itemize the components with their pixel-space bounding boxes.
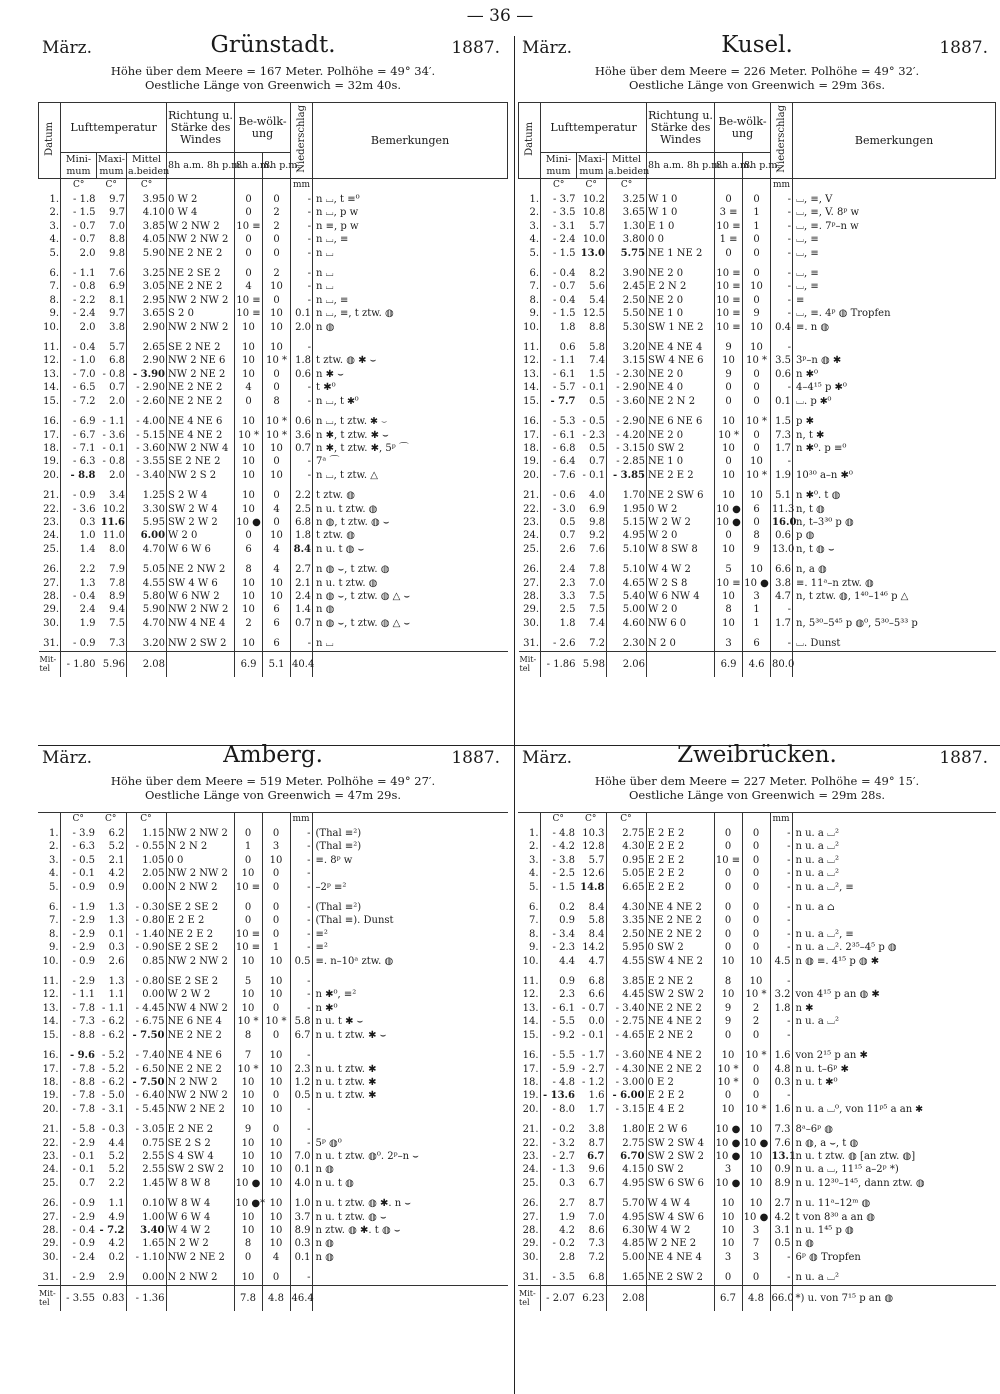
altitude-line: Höhe über dem Meere = 167 Meter. Polhöhe = 49° 34′. [110,64,436,78]
table-row: 13. - 7.0 - 0.8 - 3.90 NW 2 NE 2 10 0 0.6 n ✱ ⌣ [39,368,508,381]
table-row: 4. - 0.1 4.2 2.05 NW 2 NW 2 10 0 - [38,867,508,880]
table-row: 8. - 3.4 8.4 2.50 NE 2 NE 2 0 0 - n u. a ⌴², ≡ [518,928,996,941]
table-row: 24. - 1.3 9.6 4.15 0 SW 2 3 10 0.9 n u. a ⌴, 11¹⁵ a–2ᵖ *) [518,1163,996,1176]
altitude-line: Höhe über dem Meere = 226 Meter. Polhöhe = 49° 32′. [594,64,920,78]
table-row: 5. - 1.5 13.0 5.75 NE 1 NE 2 0 0 - ⌴, ≡ [519,247,996,260]
longitude-line: Oestliche Länge von Greenwich = 29m 28s. [628,788,886,802]
datum-header: Datum [39,103,61,179]
table-row: 21. - 0.6 4.0 1.70 NE 2 SW 6 10 10 5.1 n ✱⁰. t ◍ [519,489,996,502]
table-row: 13. - 6.1 1.5 - 2.30 NE 2 0 9 0 0.6 n ✱⁰ [519,368,996,381]
min-header: Mini-mum [541,153,577,179]
mittel-header: Mittel a.beiden [128,153,170,177]
station-zweibruecken [518,742,996,1311]
table-row: 25. 0.3 6.7 4.95 SW 6 SW 6 10 ● 10 8.9 n u. 12³⁰–1⁴⁵, dann ztw. ◍ [518,1177,996,1190]
table-row: 22. - 3.0 6.9 1.95 0 W 2 10 ● 6 11.3 n, t ◍ [519,503,996,516]
table-row: 30. 1.9 7.5 4.70 NW 4 NE 4 2 6 0.7 n ◍ ⌣, t ztw. ◍ △ ⌣ [39,617,508,630]
table-row: 27. 1.3 7.8 4.55 SW 4 W 6 10 10 2.1 n u. t ztw. ◍ [39,577,508,590]
table-row: 6. - 1.1 7.6 3.25 NE 2 SE 2 0 2 - n ⌴ [39,267,508,280]
niederschlag-header: Niederschlag [771,103,793,179]
table-row: 8. - 0.4 5.4 2.50 NE 2 0 10 ≡ 0 - ≡ [519,294,996,307]
cloud-pm-header: 8h p.m. [743,153,771,179]
table-row: 1. - 3.7 10.2 3.25 W 1 0 0 0 - ⌴, ≡, V [519,193,996,206]
table-row: 4. - 2.5 12.6 5.05 E 2 E 2 0 0 - n u. a ⌴² [518,867,996,880]
table-row: 17. - 6.1 - 2.3 - 4.20 NE 2 0 10 * 0 7.3 n, t ✱ [519,429,996,442]
table-row: 19. - 6.4 0.7 - 2.85 NE 1 0 0 10 - [519,455,996,468]
table-row: 24. 1.0 11.0 6.00 W 2 0 0 10 1.8 t ztw. ◍ [39,529,508,542]
table-row: 21. - 0.2 3.8 1.80 E 2 W 6 10 ● 10 7.3 8ᵃ–6ᵖ ◍ [518,1123,996,1136]
longitude-line: Oestliche Länge von Greenwich = 29m 36s. [628,78,886,92]
weather-table: Datum Lufttemperatur Richtung u. Stärke des Windes Be-wölk-ung Niederschlag Bemerkungen Mini-mum Maxi-mum Mittel a.beiden 8h a.m. 8h p.m. 8h a.m. 8h p.m. C° C° C° mm 1. - 3.7 10.2 3.25 W 1 0 0 0 - ⌴, ≡, V 2. - 3.5 10.8 3.65 W 1 0 3 ≡ 1 - ⌴, ≡, V. 8ᵖ ᴡ 3. - 3.1 5.7 1.30 E 1 0 10 ≡ 1 - ⌴, ≡. 7ᵖ–n ᴡ 4. - 2.4 10.0 3.80 0 0 1 ≡ 0 - ⌴, ≡ 5. - 1.5 13.0 5.75 NE 1 NE 2 0 0 - ⌴, ≡ 6. - 0.4 8.2 3.90 NE 2 0 10 ≡ 0 - ⌴, ≡ 7. - 0.7 5.6 2.45 E 2 N 2 10 ≡ 10 - ⌴, ≡ 8. - 0.4 5.4 2.50 NE 2 0 10 ≡ 0 - ≡ 9. - 1.5 12.5 5.50 NE 1 0 10 ≡ 9 - ⌴, ≡. 4ᵖ ◍ Tropfen 10. 1.8 8.8 5.30 SW 1 NE 2 10 ≡ 10 0.4 ≡. n ◍ 11. 0.6 5.8 3.20 NE 4 NE 4 9 10 - 12. - 1.1 7.4 3.15 SW 4 NE 6 10 10 * 3.5 3ᵖ–n ◍ ✱ 13. - 6.1 1.5 - 2.30 NE 2 0 9 0 0.6 n ✱⁰ 14. - 5.7 - 0.1 - 2.90 NE 4 0 0 0 - 4–4¹⁵ p ✱⁰ 15. - 7.7 0.5 - 3.60 NE 2 N 2 0 0 0.1 ⌴. p ✱⁰ 16. - 5.3 - 0.5 - 2.90 NE 6 NE 6 10 10 * 1.5 p ✱ 17. - 6.1 - 2.3 - 4.20 NE 2 0 10 * 0 7.3 n, t ✱ 18. - 6.8 0.5 - 3.15 0 SW 2 10 0 1.7 n ✱⁰. p ≡⁰ 19. - 6.4 0.7 - 2.85 NE 1 0 0 10 - 20. - 7.6 - 0.1 - 3.85 NE 2 E 2 10 10 * 1.9 10³⁰ a–n ✱⁰ 21. - 0.6 4.0 1.70 NE 2 SW 6 10 10 5.1 n ✱⁰. t ◍ 22. - 3.0 6.9 1.95 0 W 2 10 ● 6 11.3 n, t ◍ 23. 0.5 9.8 5.15 W 2 W 2 10 ● 0 16.0 n, t–3³⁰ p ◍ 24. 0.7 9.2 4.95 W 2 0 0 8 0.6 p ◍ 25. 2.6 7.6 5.10 W 8 SW 8 10 9 13.0 n, t ◍ ⌣ 26. 2.4 7.8 5.10 W 4 W 2 5 10 6.6 n, a ◍ 27. 2.3 7.0 4.65 W 2 S 8 10 ≡ 10 ● 3.8 ≡. 11ᵃ–n ztw. ◍ 28. 3.3 7.5 5.40 W 6 NW 4 10 3 4.7 n, t ztw. ◍, 1⁴⁰–1⁴⁶ p △ 29. 2.5 7.5 5.00 W 2 0 8 1 - 30. 1.8 7.4 4.60 NW 6 0 10 1 1.7 n, 5³⁰–5⁴⁵ p ◍⁰, 5³⁰–5³³ p 31. - 2.6 7.2 2.30 N 2 0 3 6 - ⌴. Dunst Mit-tel - 1.86 5.98 2.06 6.9 4.6 80.0 [518,102,996,677]
table-row: 16. - 9.6 - 5.2 - 7.40 NE 4 NE 6 7 10 - [38,1049,508,1062]
table-row: 15. - 9.2 - 0.1 - 4.65 E 2 NE 2 0 0 - [518,1029,996,1042]
altitude-line: Höhe über dem Meere = 519 Meter. Polhöhe = 49° 27′. [110,774,436,788]
station-name: Kusel. [721,32,793,58]
table-row: 13. - 6.1 - 0.7 - 3.40 NE 2 NE 2 9 2 1.8 n ✱ [518,1002,996,1015]
table-row: 7. - 0.7 5.6 2.45 E 2 N 2 10 ≡ 10 - ⌴, ≡ [519,280,996,293]
table-row: 10. - 0.9 2.6 0.85 NW 2 NW 2 10 10 0.5 ≡. n–10ᵃ ztw. ◍ [38,955,508,968]
longitude-line: Oestliche Länge von Greenwich = 47m 29s. [144,788,402,802]
table-row: 19. - 13.6 1.6 - 6.00 E 2 E 2 0 0 - [518,1089,996,1102]
table-row: 11. 0.9 6.8 3.85 E 2 NE 2 8 10 - [518,975,996,988]
bemerkungen-header: Bemerkungen [313,103,508,179]
table-row: 20. - 7.6 - 0.1 - 3.85 NE 2 E 2 10 10 * 1.9 10³⁰ a–n ✱⁰ [519,469,996,482]
table-row: 11. 0.6 5.8 3.20 NE 4 NE 4 9 10 - [519,341,996,354]
unit-mm: mm [771,179,793,194]
mean-row: Mit-tel - 2.07 6.23 2.08 6.7 4.8 66.0 *) u. von 7¹⁵ p an ◍ [518,1285,996,1311]
table-row: 2. - 3.5 10.8 3.65 W 1 0 3 ≡ 1 - ⌴, ≡, V. 8ᵖ ᴡ [519,206,996,219]
table-row: 9. - 1.5 12.5 5.50 NE 1 0 10 ≡ 9 - ⌴, ≡. 4ᵖ ◍ Tropfen [519,307,996,320]
table-row: 18. - 4.8 - 1.2 - 3.00 0 E 2 10 * 0 0.3 n u. t ✱⁰ [518,1076,996,1089]
table-row: 20. - 8.0 1.7 - 3.15 E 4 E 2 10 10 * 1.6 n u. a ⌴⁰, von 11ᵖ⁵ a an ✱ [518,1103,996,1116]
table-row: 19. - 7.8 - 5.0 - 6.40 NW 2 NW 2 10 0 0.5 n u. t ztw. ✱ [38,1089,508,1102]
year-label: 1887. [939,748,988,768]
lufttemperatur-header: Lufttemperatur [61,103,167,153]
table-row: 15. - 8.8 - 6.2 - 7.50 NE 2 NE 2 8 0 6.7 n u. t ztw. ✱ ⌣ [38,1029,508,1042]
table-row: 5. - 0.9 0.9 0.00 N 2 NW 2 10 ≡ 0 - –2ᵖ ≡² [38,881,508,894]
month-label: März. [42,38,93,58]
cloud-am-header: 8h a.m. [715,153,743,179]
table-row: 31. - 0.9 7.3 3.20 NW 2 SW 2 10 6 - n ⌴ [39,637,508,651]
table-row: 23. 0.3 11.6 5.95 SW 2 W 2 10 ● 0 6.8 n ◍, t ztw. ◍ ⌣ [39,516,508,529]
mean-row: Mit-tel - 1.86 5.98 2.06 6.9 4.6 80.0 [519,651,996,677]
table-row: 2. - 1.5 9.7 4.10 0 W 4 0 2 - n ⌴, p ᴡ [39,206,508,219]
table-row: 21. - 0.9 3.4 1.25 S 2 W 4 10 0 2.2 t ztw. ◍ [39,489,508,502]
table-row: 29. - 0.9 4.2 1.65 N 2 W 2 8 10 0.3 n ◍ [38,1237,508,1250]
table-row: 16. - 5.5 - 1.7 - 3.60 NE 4 NE 2 10 10 * 1.6 von 2¹⁵ p an ✱ [518,1049,996,1062]
table-row: 18. - 6.8 0.5 - 3.15 0 SW 2 10 0 1.7 n ✱⁰. p ≡⁰ [519,442,996,455]
table-row: 31. - 3.5 6.8 1.65 NE 2 SW 2 0 0 - n u. a ⌴² [518,1271,996,1285]
year-label: 1887. [451,38,500,58]
table-row: 25. 0.7 2.2 1.45 W 8 W 8 10 ● 10 4.0 n u. t ◍ [38,1177,508,1190]
unit-mm: mm [770,813,792,828]
table-row: 25. 2.6 7.6 5.10 W 8 SW 8 10 9 13.0 n, t ◍ ⌣ [519,543,996,556]
table-row: 9. - 2.4 9.7 3.65 S 2 0 10 ≡ 10 0.1 n ⌴, ≡, t ztw. ◍ [39,307,508,320]
table-row: 23. - 2.7 6.7 6.70 SW 2 SW 2 10 ● 10 13.1 n u. t ztw. ◍ [an ztw. ◍] [518,1150,996,1163]
page-number: — 36 — [466,6,534,26]
station-header [38,742,508,812]
table-row: 12. - 1.0 6.8 2.90 NW 2 NE 6 10 10 * 1.8 t ztw. ◍ ✱ ⌣ [39,354,508,367]
table-row: 29. 2.4 9.4 5.90 NW 2 NW 2 10 6 1.4 n ◍ [39,603,508,616]
table-row: 30. 1.8 7.4 4.60 NW 6 0 10 1 1.7 n, 5³⁰–5⁴⁵ p ◍⁰, 5³⁰–5³³ p [519,617,996,630]
unit-mm: mm [290,813,312,828]
station-name: Amberg. [223,742,323,768]
table-row: 6. 0.2 8.4 4.30 NE 4 NE 2 0 0 - n u. a ⌂ [518,901,996,914]
unit-c: C° [73,180,85,191]
table-row: 13. - 7.8 - 1.1 - 4.45 NW 4 NW 2 10 0 - n ✱⁰ [38,1002,508,1015]
station-header [518,742,996,812]
table-row: 10. 2.0 3.8 2.90 NW 2 NW 2 10 10 2.0 n ◍ [39,321,508,334]
station-header [518,32,996,102]
wind-am-pm-header: 8h a.m. 8h p.m. [647,153,715,179]
table-row: 11. - 0.4 5.7 2.65 SE 2 NE 2 10 10 - [39,341,508,354]
table-row: 5. 2.0 9.8 5.90 NE 2 NE 2 0 0 - n ⌴ [39,247,508,260]
station-gruenstadt [38,32,508,677]
station-kusel [518,32,996,677]
min-header: Mini-mum [61,153,97,179]
table-row: 14. - 5.7 - 0.1 - 2.90 NE 4 0 0 0 - 4–4¹⁵ p ✱⁰ [519,381,996,394]
cloud-am-header: 8h a.m. [235,153,263,179]
table-row: 7. - 0.8 6.9 3.05 NE 2 NE 2 4 10 - n ⌴ [39,280,508,293]
unit-mm: mm [291,179,313,194]
table-row: 14. - 6.5 0.7 - 2.90 NE 2 NE 2 4 0 - t ✱⁰ [39,381,508,394]
table-row: 20. - 8.8 2.0 - 3.40 NW 2 S 2 10 10 - n ⌴, t ztw. △ [39,469,508,482]
table-row: 18. - 8.8 - 6.2 - 7.50 N 2 NW 2 10 10 1.2 n u. t ztw. ✱ [38,1076,508,1089]
table-row: 23. 0.5 9.8 5.15 W 2 W 2 10 ● 0 16.0 n, t–3³⁰ p ◍ [519,516,996,529]
table-row: 18. - 7.1 - 0.1 - 3.60 NW 2 NW 4 10 10 0.7 n ✱, t ztw. ✱, 5ᵖ ⌒ [39,442,508,455]
table-row: 7. 0.9 5.8 3.35 NE 2 NE 2 0 0 - [518,914,996,927]
table-row: 28. - 0.4 8.9 5.80 W 6 NW 2 10 10 2.4 n ◍ ⌣, t ztw. ◍ △ ⌣ [39,590,508,603]
table-row: 15. - 7.2 2.0 - 2.60 NE 2 NE 2 0 8 - n ⌴, t ✱⁰ [39,395,508,408]
table-row: 30. - 2.4 0.2 - 1.10 NW 2 NE 2 0 4 0.1 n ◍ [38,1251,508,1264]
table-row: 6. - 0.4 8.2 3.90 NE 2 0 10 ≡ 0 - ⌴, ≡ [519,267,996,280]
table-row: 2. - 4.2 12.8 4.30 E 2 E 2 0 0 - n u. a ⌴² [518,840,996,853]
weather-table: C° C° C° mm 1. - 3.9 6.2 1.15 NW 2 NW 2 0 0 - (Thal ≡²) 2. - 6.3 5.2 - 0.55 N 2 N 2 1 3 - (Thal ≡²) 3. - 0.5 2.1 1.05 0 0 0 10 - ≡. 8ᵖ ᴡ 4. - 0.1 4.2 2.05 NW 2 NW 2 10 0 - 5. - 0.9 0.9 0.00 N 2 NW 2 10 ≡ 0 - –2ᵖ ≡² 6. - 1.9 1.3 - 0.30 SE 2 SE 2 0 0 - (Thal ≡²) 7. - 2.9 1.3 - 0.80 E 2 E 2 0 0 - (Thal ≡). Dunst 8. - 2.9 0.1 - 1.40 NE 2 E 2 10 ≡ 0 - ≡² 9. - 2.9 0.3 - 0.90 SE 2 SE 2 10 ≡ 1 - ≡² 10. - 0.9 2.6 0.85 NW 2 NW 2 10 10 0.5 ≡. n–10ᵃ ztw. ◍ 11. - 2.9 1.3 - 0.80 SE 2 SE 2 5 10 - 12. - 1.1 1.1 0.00 W 2 W 2 10 10 - n ✱⁰, ≡² 13. - 7.8 - 1.1 - 4.45 NW 4 NW 2 10 0 - n ✱⁰ 14. - 7.3 - 6.2 - 6.75 NE 6 NE 4 10 * 10 * 5.8 n u. t ✱ ⌣ 15. - 8.8 - 6.2 - 7.50 NE 2 NE 2 8 0 6.7 n u. t ztw. ✱ ⌣ 16. - 9.6 - 5.2 - 7.40 NE 4 NE 6 7 10 - 17. - 7.8 - 5.2 - 6.50 NE 2 NE 2 10 * 10 2.3 n u. t ztw. ✱ 18. - 8.8 - 6.2 - 7.50 N 2 NW 2 10 10 1.2 n u. t ztw. ✱ 19. - 7.8 - 5.0 - 6.40 NW 2 NW 2 10 0 0.5 n u. t ztw. ✱ 20. - 7.8 - 3.1 - 5.45 NW 2 NE 2 10 10 - 21. - 5.8 - 0.3 - 3.05 E 2 NE 2 9 0 - 22. - 2.9 4.4 0.75 SE 2 S 2 10 10 - 5ᵖ ◍⁰ 23. - 0.1 5.2 2.55 S 4 SW 4 10 10 7.0 n u. t ztw. ◍⁰. 2ᵖ–n ⌣ 24. - 0.1 5.2 2.55 SW 2 SW 2 10 10 0.1 n ◍ 25. 0.7 2.2 1.45 W 8 W 8 10 ● 10 4.0 n u. t ◍ 26. - 0.9 1.1 0.10 W 8 W 4 10 ●* 10 1.0 n u. t ztw. ◍ ✱. n ⌣ 27. - 2.9 4.9 1.00 W 6 W 4 10 10 3.7 n u. t ztw. ◍ ⌣ 28. - 0.4 - 7.2 3.40 W 4 W 2 10 10 8.9 n ztw. ◍ ✱. t ◍ ⌣ 29. - 0.9 4.2 1.65 N 2 W 2 8 10 0.3 n ◍ 30. - 2.4 0.2 - 1.10 NW 2 NE 2 0 4 0.1 n ◍ 31. - 2.9 2.9 0.00 N 2 NW 2 10 0 - Mit-tel - 3.55 0.83 - 1.36 7.8 4.8 46.4 [38,812,508,1311]
table-row: 6. - 1.9 1.3 - 0.30 SE 2 SE 2 0 0 - (Thal ≡²) [38,901,508,914]
station-amberg [38,742,508,1311]
weather-table: Datum Lufttemperatur Richtung u. Stärke des Windes Be-wölk-ung Niederschlag Bemerkungen Mini-mum Maxi-mum Mittel a.beiden 8h a.m. 8h p.m. 8h a.m. 8h p.m. C° C° C° mm 1. - 1.8 9.7 3.95 0 W 2 0 0 - n ⌴, t ≡⁰ 2. - 1.5 9.7 4.10 0 W 4 0 2 - n ⌴, p ᴡ 3. - 0.7 7.0 3.85 W 2 NW 2 10 ≡ 2 - n ≡, p ᴡ 4. - 0.7 8.8 4.05 NW 2 NW 2 0 0 - n ⌴, ≡ 5. 2.0 9.8 5.90 NE 2 NE 2 0 0 - n ⌴ 6. - 1.1 7.6 3.25 NE 2 SE 2 0 2 - n ⌴ 7. - 0.8 6.9 3.05 NE 2 NE 2 4 10 - n ⌴ 8. - 2.2 8.1 2.95 NW 2 NW 2 10 ≡ 0 - n ⌴, ≡ 9. - 2.4 9.7 3.65 S 2 0 10 ≡ 10 0.1 n ⌴, ≡, t ztw. ◍ 10. 2.0 3.8 2.90 NW 2 NW 2 10 10 2.0 n ◍ 11. - 0.4 5.7 2.65 SE 2 NE 2 10 10 - 12. - 1.0 6.8 2.90 NW 2 NE 6 10 10 * 1.8 t ztw. ◍ ✱ ⌣ 13. - 7.0 - 0.8 - 3.90 NW 2 NE 2 10 0 0.6 n ✱ ⌣ 14. - 6.5 0.7 - 2.90 NE 2 NE 2 4 0 - t ✱⁰ 15. - 7.2 2.0 - 2.60 NE 2 NE 2 0 8 - n ⌴, t ✱⁰ 16. - 6.9 - 1.1 - 4.00 NE 4 NE 6 10 10 * 0.6 n ⌴, t ztw. ✱ ⌣ 17. - 6.7 - 3.6 - 5.15 NE 4 NE 2 10 * 10 * 3.6 n ✱, t ztw. ✱ ⌣ 18. - 7.1 - 0.1 - 3.60 NW 2 NW 4 10 10 0.7 n ✱, t ztw. ✱, 5ᵖ ⌒ 19. - 6.3 - 0.8 - 3.55 SE 2 NE 2 10 0 - 7ᵃ ⌒ 20. - 8.8 2.0 - 3.40 NW 2 S 2 10 10 - n ⌴, t ztw. △ 21. - 0.9 3.4 1.25 S 2 W 4 10 0 2.2 t ztw. ◍ 22. - 3.6 10.2 3.30 SW 2 W 4 10 4 2.5 n u. t ztw. ◍ 23. 0.3 11.6 5.95 SW 2 W 2 10 ● 0 6.8 n ◍, t ztw. ◍ ⌣ 24. 1.0 11.0 6.00 W 2 0 0 10 1.8 t ztw. ◍ 25. 1.4 8.0 4.70 W 6 W 6 6 4 8.4 n u. t ◍ ⌣ 26. 2.2 7.9 5.05 NE 2 NW 2 8 4 2.7 n ◍ ⌣, t ztw. ◍ 27. 1.3 7.8 4.55 SW 4 W 6 10 10 2.1 n u. t ztw. ◍ 28. - 0.4 8.9 5.80 W 6 NW 2 10 10 2.4 n ◍ ⌣, t ztw. ◍ △ ⌣ 29. 2.4 9.4 5.90 NW 2 NW 2 10 6 1.4 n ◍ 30. 1.9 7.5 4.70 NW 4 NE 4 2 6 0.7 n ◍ ⌣, t ztw. ◍ △ ⌣ 31. - 0.9 7.3 3.20 NW 2 SW 2 10 6 - n ⌴ Mit-tel - 1.80 5.96 2.08 6.9 5.1 40.4 [38,102,508,677]
table-row: 31. - 2.6 7.2 2.30 N 2 0 3 6 - ⌴. Dunst [519,637,996,651]
table-row: 4. - 0.7 8.8 4.05 NW 2 NW 2 0 0 - n ⌴, ≡ [39,233,508,246]
table-row: 31. - 2.9 2.9 0.00 N 2 NW 2 10 0 - [38,1271,508,1285]
month-label: März. [522,38,573,58]
cloud-pm-header: 8h p.m. [263,153,291,179]
table-row: 22. - 2.9 4.4 0.75 SE 2 S 2 10 10 - 5ᵖ ◍⁰ [38,1137,508,1150]
wind-header: Richtung u. Stärke des Windes [647,103,715,153]
table-row: 1. - 3.9 6.2 1.15 NW 2 NW 2 0 0 - (Thal ≡²) [38,827,508,840]
table-row: 23. - 0.1 5.2 2.55 S 4 SW 4 10 10 7.0 n u. t ztw. ◍⁰. 2ᵖ–n ⌣ [38,1150,508,1163]
table-row: 12. - 1.1 1.1 0.00 W 2 W 2 10 10 - n ✱⁰, ≡² [38,988,508,1001]
niederschlag-header: Niederschlag [291,103,313,179]
bewoelkung-header: Be-wölk-ung [715,103,771,153]
table-row: 9. - 2.9 0.3 - 0.90 SE 2 SE 2 10 ≡ 1 - ≡² [38,941,508,954]
column-divider [514,36,515,1394]
table-row: 7. - 2.9 1.3 - 0.80 E 2 E 2 0 0 - (Thal ≡). Dunst [38,914,508,927]
table-row: 27. 1.9 7.0 4.95 SW 4 SW 6 10 10 ● 4.2 t von 8³⁰ a an ◍ [518,1211,996,1224]
max-header: Maxi-mum [578,153,605,177]
month-label: März. [522,748,573,768]
station-name: Zweibrücken. [677,742,837,768]
table-row: 1. - 1.8 9.7 3.95 0 W 2 0 0 - n ⌴, t ≡⁰ [39,193,508,206]
year-label: 1887. [939,38,988,58]
table-row: 26. 2.2 7.9 5.05 NE 2 NW 2 8 4 2.7 n ◍ ⌣, t ztw. ◍ [39,563,508,576]
table-row: 15. - 7.7 0.5 - 3.60 NE 2 N 2 0 0 0.1 ⌴. p ✱⁰ [519,395,996,408]
table-row: 8. - 2.9 0.1 - 1.40 NE 2 E 2 10 ≡ 0 - ≡² [38,928,508,941]
table-row: 3. - 3.1 5.7 1.30 E 1 0 10 ≡ 1 - ⌴, ≡. 7ᵖ–n ᴡ [519,220,996,233]
table-row: 26. 2.4 7.8 5.10 W 4 W 2 5 10 6.6 n, a ◍ [519,563,996,576]
table-row: 1. - 4.8 10.3 2.75 E 2 E 2 0 0 - n u. a ⌴² [518,827,996,840]
mean-row: Mit-tel - 1.80 5.96 2.08 6.9 5.1 40.4 [39,651,508,677]
table-row: 17. - 6.7 - 3.6 - 5.15 NE 4 NE 2 10 * 10 * 3.6 n ✱, t ztw. ✱ ⌣ [39,429,508,442]
table-row: 20. - 7.8 - 3.1 - 5.45 NW 2 NE 2 10 10 - [38,1103,508,1116]
datum-header: Datum [519,103,541,179]
table-row: 27. - 2.9 4.9 1.00 W 6 W 4 10 10 3.7 n u. t ztw. ◍ ⌣ [38,1211,508,1224]
table-row: 8. - 2.2 8.1 2.95 NW 2 NW 2 10 ≡ 0 - n ⌴, ≡ [39,294,508,307]
table-row: 5. - 1.5 14.8 6.65 E 2 E 2 0 0 - n u. a ⌴², ≡ [518,881,996,894]
weather-table: C° C° C° mm 1. - 4.8 10.3 2.75 E 2 E 2 0 0 - n u. a ⌴² 2. - 4.2 12.8 4.30 E 2 E 2 0 0 - n u. a ⌴² 3. - 3.8 5.7 0.95 E 2 E 2 10 ≡ 0 - n u. a ⌴² 4. - 2.5 12.6 5.05 E 2 E 2 0 0 - n u. a ⌴² 5. - 1.5 14.8 6.65 E 2 E 2 0 0 - n u. a ⌴², ≡ 6. 0.2 8.4 4.30 NE 4 NE 2 0 0 - n u. a ⌂ 7. 0.9 5.8 3.35 NE 2 NE 2 0 0 - 8. - 3.4 8.4 2.50 NE 2 NE 2 0 0 - n u. a ⌴², ≡ 9. - 2.3 14.2 5.95 0 SW 2 0 0 - n u. a ⌴². 2³⁵–4⁵ p ◍ 10. 4.4 4.7 4.55 SW 4 NE 2 10 10 4.5 n ◍ ≡. 4¹⁵ p ◍ ✱ 11. 0.9 6.8 3.85 E 2 NE 2 8 10 - 12. 2.3 6.6 4.45 SW 2 SW 2 10 10 * 3.2 von 4¹⁵ p an ◍ ✱ 13. - 6.1 - 0.7 - 3.40 NE 2 NE 2 9 2 1.8 n ✱ 14. - 5.5 0.0 - 2.75 NE 4 NE 2 9 2 - n u. a ⌴² 15. - 9.2 - 0.1 - 4.65 E 2 NE 2 0 0 - 16. - 5.5 - 1.7 - 3.60 NE 4 NE 2 10 10 * 1.6 von 2¹⁵ p an ✱ 17. - 5.9 - 2.7 - 4.30 NE 2 NE 2 10 * 0 4.8 n u. t–6ᵖ ✱ 18. - 4.8 - 1.2 - 3.00 0 E 2 10 * 0 0.3 n u. t ✱⁰ 19. - 13.6 1.6 - 6.00 E 2 E 2 0 0 - 20. - 8.0 1.7 - 3.15 E 4 E 2 10 10 * 1.6 n u. a ⌴⁰, von 11ᵖ⁵ a an ✱ 21. - 0.2 3.8 1.80 E 2 W 6 10 ● 10 7.3 8ᵃ–6ᵖ ◍ 22. - 3.2 8.7 2.75 SW 2 SW 4 10 ● 10 ● 7.6 n ◍, a ⌣, t ◍ 23. - 2.7 6.7 6.70 SW 2 SW 2 10 ● 10 13.1 n u. t ztw. ◍ [an ztw. ◍] 24. - 1.3 9.6 4.15 0 SW 2 3 10 0.9 n u. a ⌴, 11¹⁵ a–2ᵖ *) 25. 0.3 6.7 4.95 SW 6 SW 6 10 ● 10 8.9 n u. 12³⁰–1⁴⁵, dann ztw. ◍ 26. 2.7 8.7 5.70 W 4 W 4 10 10 2.7 n u. 11ᵃ–12ᵐ ◍ 27. 1.9 7.0 4.95 SW 4 SW 6 10 10 ● 4.2 t von 8³⁰ a an ◍ 28. 4.2 8.6 6.30 W 4 W 2 10 3 3.1 n u. 1⁴⁵ p ◍ 29. - 0.2 7.3 4.85 W 2 NE 2 10 7 0.5 n ◍ 30. 2.8 7.2 5.00 NE 4 NE 4 3 3 - 6ᵖ ◍ Tropfen 31. - 3.5 6.8 1.65 NE 2 SW 2 0 0 - n u. a ⌴² Mit-tel - 2.07 6.23 2.08 6.7 4.8 66.0 *) u. von 7¹⁵ p an ◍ [518,812,996,1311]
table-row: 16. - 5.3 - 0.5 - 2.90 NE 6 NE 6 10 10 * 1.5 p ✱ [519,415,996,428]
table-row: 3. - 0.7 7.0 3.85 W 2 NW 2 10 ≡ 2 - n ≡, p ᴡ [39,220,508,233]
table-row: 26. 2.7 8.7 5.70 W 4 W 4 10 10 2.7 n u. 11ᵃ–12ᵐ ◍ [518,1197,996,1210]
table-row: 29. - 0.2 7.3 4.85 W 2 NE 2 10 7 0.5 n ◍ [518,1237,996,1250]
longitude-line: Oestliche Länge von Greenwich = 32m 40s. [144,78,402,92]
table-row: 17. - 5.9 - 2.7 - 4.30 NE 2 NE 2 10 * 0 4.8 n u. t–6ᵖ ✱ [518,1063,996,1076]
table-row: 27. 2.3 7.0 4.65 W 2 S 8 10 ≡ 10 ● 3.8 ≡. 11ᵃ–n ztw. ◍ [519,577,996,590]
table-row: 3. - 0.5 2.1 1.05 0 0 0 10 - ≡. 8ᵖ ᴡ [38,854,508,867]
table-row: 14. - 7.3 - 6.2 - 6.75 NE 6 NE 4 10 * 10 * 5.8 n u. t ✱ ⌣ [38,1015,508,1028]
table-row: 11. - 2.9 1.3 - 0.80 SE 2 SE 2 5 10 - [38,975,508,988]
table-row: 29. 2.5 7.5 5.00 W 2 0 8 1 - [519,603,996,616]
table-row: 28. 4.2 8.6 6.30 W 4 W 2 10 3 3.1 n u. 1⁴⁵ p ◍ [518,1224,996,1237]
mittel-header: Mittel a.beiden [608,153,650,177]
table-row: 10. 4.4 4.7 4.55 SW 4 NE 2 10 10 4.5 n ◍ ≡. 4¹⁵ p ◍ ✱ [518,955,996,968]
year-label: 1887. [451,748,500,768]
bewoelkung-header: Be-wölk-ung [235,103,291,153]
table-row: 10. 1.8 8.8 5.30 SW 1 NE 2 10 ≡ 10 0.4 ≡. n ◍ [519,321,996,334]
unit-c: C° [552,814,564,825]
table-row: 30. 2.8 7.2 5.00 NE 4 NE 4 3 3 - 6ᵖ ◍ Tropfen [518,1251,996,1264]
wind-am-pm-header: 8h a.m. 8h p.m. [167,153,235,179]
table-row: 24. - 0.1 5.2 2.55 SW 2 SW 2 10 10 0.1 n ◍ [38,1163,508,1176]
table-row: 17. - 7.8 - 5.2 - 6.50 NE 2 NE 2 10 * 10 2.3 n u. t ztw. ✱ [38,1063,508,1076]
table-row: 26. - 0.9 1.1 0.10 W 8 W 4 10 ●* 10 1.0 n u. t ztw. ◍ ✱. n ⌣ [38,1197,508,1210]
mean-row: Mit-tel - 3.55 0.83 - 1.36 7.8 4.8 46.4 [38,1285,508,1311]
table-row: 22. - 3.6 10.2 3.30 SW 2 W 4 10 4 2.5 n u. t ztw. ◍ [39,503,508,516]
table-row: 4. - 2.4 10.0 3.80 0 0 1 ≡ 0 - ⌴, ≡ [519,233,996,246]
table-row: 3. - 3.8 5.7 0.95 E 2 E 2 10 ≡ 0 - n u. a ⌴² [518,854,996,867]
table-row: 28. 3.3 7.5 5.40 W 6 NW 4 10 3 4.7 n, t ztw. ◍, 1⁴⁰–1⁴⁶ p △ [519,590,996,603]
unit-c: C° [72,814,84,825]
wind-header: Richtung u. Stärke des Windes [167,103,235,153]
unit-c: C° [553,180,565,191]
table-row: 25. 1.4 8.0 4.70 W 6 W 6 6 4 8.4 n u. t ◍ ⌣ [39,543,508,556]
table-row: 14. - 5.5 0.0 - 2.75 NE 4 NE 2 9 2 - n u. a ⌴² [518,1015,996,1028]
station-header [38,32,508,102]
table-row: 21. - 5.8 - 0.3 - 3.05 E 2 NE 2 9 0 - [38,1123,508,1136]
max-header: Maxi-mum [98,153,125,177]
table-row: 16. - 6.9 - 1.1 - 4.00 NE 4 NE 6 10 10 * 0.6 n ⌴, t ztw. ✱ ⌣ [39,415,508,428]
station-name: Grünstadt. [210,32,336,58]
table-row: 19. - 6.3 - 0.8 - 3.55 SE 2 NE 2 10 0 - 7ᵃ ⌒ [39,455,508,468]
altitude-line: Höhe über dem Meere = 227 Meter. Polhöhe = 49° 15′. [594,774,920,788]
table-row: 9. - 2.3 14.2 5.95 0 SW 2 0 0 - n u. a ⌴². 2³⁵–4⁵ p ◍ [518,941,996,954]
table-row: 2. - 6.3 5.2 - 0.55 N 2 N 2 1 3 - (Thal ≡²) [38,840,508,853]
table-row: 22. - 3.2 8.7 2.75 SW 2 SW 4 10 ● 10 ● 7.6 n ◍, a ⌣, t ◍ [518,1137,996,1150]
table-row: 12. 2.3 6.6 4.45 SW 2 SW 2 10 10 * 3.2 von 4¹⁵ p an ◍ ✱ [518,988,996,1001]
lufttemperatur-header: Lufttemperatur [541,103,647,153]
table-row: 28. - 0.4 - 7.2 3.40 W 4 W 2 10 10 8.9 n ztw. ◍ ✱. t ◍ ⌣ [38,1224,508,1237]
bemerkungen-header: Bemerkungen [793,103,996,179]
table-row: 24. 0.7 9.2 4.95 W 2 0 0 8 0.6 p ◍ [519,529,996,542]
month-label: März. [42,748,93,768]
table-row: 12. - 1.1 7.4 3.15 SW 4 NE 6 10 10 * 3.5 3ᵖ–n ◍ ✱ [519,354,996,367]
